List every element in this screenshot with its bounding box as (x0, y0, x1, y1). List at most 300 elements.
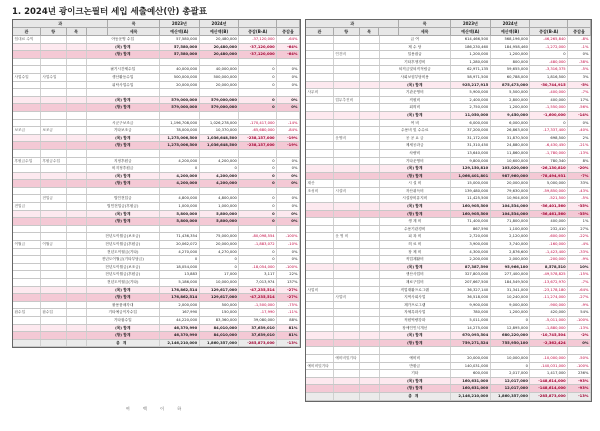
item-cell: 기타 (380, 370, 451, 377)
item-cell: 필기시간제수입 (87, 66, 160, 73)
rate-cell: 27% (568, 226, 591, 233)
budget-a-cell: 600,000 (451, 370, 491, 377)
item-cell: 의 료 비 (380, 241, 451, 248)
hang-cell: 인건비 (334, 51, 360, 58)
rate-cell: -27% (277, 294, 300, 301)
diff-cell: 0 (239, 104, 277, 111)
hang-cell (334, 173, 360, 180)
diff-cell: 1,417,000 (530, 370, 568, 377)
budget-b-cell (200, 59, 240, 66)
hang-cell (41, 173, 67, 180)
header-budget-b: 예산액(B) (200, 28, 240, 36)
rate-cell: -13% (568, 393, 591, 400)
hang-cell (334, 203, 360, 210)
page-title: 1. 2024년 광이크논필터 세입 세출예산(안) 총괄표 (12, 7, 207, 17)
budget-a-cell (160, 112, 200, 119)
item-cell: (목) 합계 (380, 264, 451, 271)
mok-cell (360, 51, 380, 58)
diff-cell: -6,430,450 (530, 142, 568, 149)
diff-cell: -148,614,000 (530, 378, 568, 385)
budget-b-cell: 1,026,278,000 (200, 120, 240, 127)
hang-cell (41, 279, 67, 286)
budget-b-cell: 24,880,000 (491, 142, 531, 149)
rate-cell: 137% (277, 279, 300, 286)
item-cell: 시 설 비 (380, 180, 451, 187)
mok-cell (67, 104, 87, 111)
hang-cell (41, 294, 67, 301)
item-cell: 기타후생경비 (380, 59, 451, 66)
diff-cell (239, 188, 277, 195)
table-row (306, 317, 591, 325)
rate-cell: 0% (568, 51, 591, 58)
mok-cell (360, 393, 380, 400)
hang-cell: 잡수입 (41, 309, 67, 316)
subtotal-row (306, 340, 591, 348)
rate-cell (277, 226, 300, 233)
header-col2: 항 (41, 28, 67, 36)
table-row (13, 195, 300, 203)
budget-b-cell: 1,000,000 (200, 203, 240, 210)
hang-cell (41, 218, 67, 225)
rate-cell: 0% (277, 82, 300, 89)
rate-cell: 88% (277, 317, 300, 324)
budget-b-cell: 79,630,000 (491, 188, 531, 195)
budget-b-cell: 20,000,000 (200, 241, 240, 248)
budget-a-cell: 2,200,000 (451, 256, 491, 263)
subtotal-row (13, 173, 300, 181)
budget-b-cell: 20,480,000 (200, 44, 240, 51)
gwan-cell (306, 309, 334, 316)
diff-cell: 0 (239, 256, 277, 263)
diff-cell: 37,639,010 (239, 332, 277, 339)
table-row (13, 150, 300, 158)
item-cell: 퇴직금및퇴직적립금 (380, 66, 451, 73)
budget-a-cell: 4,200,000 (160, 180, 200, 187)
item-cell: 시설장비유지비 (380, 195, 451, 202)
budget-b-cell: 2,000,000 (491, 256, 531, 263)
item-cell: 기타운영비 (380, 158, 451, 165)
rate-cell: -14% (277, 120, 300, 127)
gwan-cell (13, 325, 41, 332)
mok-cell (360, 173, 380, 180)
budget-a-cell: 58,971,500 (451, 74, 491, 81)
budget-b-cell: 84,010,000 (200, 325, 240, 332)
gwan-cell (13, 256, 41, 263)
item-cell: (목) 합계 (87, 44, 160, 51)
diff-cell: 7,013,974 (239, 279, 277, 286)
item-cell: 전년도이월금(기타부담금) (87, 256, 160, 263)
mok-cell (67, 74, 87, 81)
rate-cell: -2% (568, 332, 591, 339)
rate-cell: -93% (568, 378, 591, 385)
subtotal-row (13, 104, 300, 112)
rate-cell: -64% (277, 51, 300, 58)
grand-total-row (306, 393, 591, 401)
budget-a-cell: 57,580,000 (160, 44, 200, 51)
diff-cell: -3,316,375 (530, 66, 568, 73)
gwan-cell (306, 249, 334, 256)
budget-b-cell (200, 226, 240, 233)
mok-cell (360, 142, 380, 149)
diff-cell (239, 226, 277, 233)
rate-cell: 0% (568, 340, 591, 347)
gwan-cell (306, 135, 334, 142)
subtotal-row (306, 211, 591, 219)
mok-cell (360, 74, 380, 81)
header-col1: 관 (13, 28, 41, 36)
mok-cell (360, 317, 380, 324)
diff-cell: -56,461,560 (530, 211, 568, 218)
item-cell: (목) 합계 (87, 325, 160, 332)
diff-cell: -37,120,000 (239, 44, 277, 51)
mok-cell (67, 264, 87, 271)
header-hang: 목 (399, 20, 451, 28)
budget-b-cell: 95,966,100 (491, 264, 531, 271)
budget-a-cell: 1,066,401,801 (451, 173, 491, 180)
hang-cell (41, 264, 67, 271)
gwan-cell (13, 120, 41, 127)
item-cell (87, 112, 160, 119)
budget-a-cell: 6,000,000 (451, 120, 491, 127)
hang-cell (334, 287, 360, 294)
table-row (306, 188, 591, 196)
mok-cell (360, 180, 380, 187)
rate-cell: 81% (277, 332, 300, 339)
diff-cell: 5,000,000 (530, 180, 568, 187)
budget-a-cell: 71,436,354 (160, 233, 200, 240)
budget-a-cell: 20,062,072 (160, 241, 200, 248)
hang-cell (334, 36, 360, 43)
header-col2: 항 (334, 28, 360, 36)
item-cell: 기타잡수입 (87, 317, 160, 324)
gwan-cell (13, 271, 41, 278)
item-cell: 기타보조금 (87, 127, 160, 134)
mok-cell (67, 249, 87, 256)
item-cell: (목) 합계 (380, 82, 451, 89)
hang-cell: 시설비 (334, 188, 360, 195)
budget-b-cell: 4,200,000 (200, 173, 240, 180)
rate-cell: 0% (277, 173, 300, 180)
rate-cell: 54% (568, 309, 591, 316)
budget-b-cell: 20,000,000 (200, 82, 240, 89)
budget-b-cell: 755,950,100 (491, 340, 531, 347)
budget-a-cell: 129,150,810 (451, 165, 491, 172)
expenditure-rows (306, 36, 591, 401)
gwan-cell (306, 195, 334, 202)
budget-b-cell: 40,000,000 (200, 66, 240, 73)
gwan-cell (13, 104, 41, 111)
gwan-cell (306, 59, 334, 66)
diff-cell: -140,031,000 (530, 363, 568, 370)
rate-cell: -35% (568, 203, 591, 210)
mok-cell (360, 82, 380, 89)
budget-a-cell: 57,580,000 (160, 36, 200, 43)
budget-b-cell: 0 (200, 256, 240, 263)
hang-cell (334, 74, 360, 81)
budget-a-cell: 37,200,000 (451, 127, 491, 134)
hang-cell (41, 302, 67, 309)
hang-cell (41, 120, 67, 127)
budget-b-cell: 104,534,000 (491, 203, 531, 210)
header-col4: 세목 (108, 28, 160, 36)
budget-a-cell: 2,720,000 (451, 233, 491, 240)
item-cell: 생산사업비 (380, 271, 451, 278)
hang-cell (41, 180, 67, 187)
table-row (306, 89, 591, 97)
rate-cell: -5% (568, 195, 591, 202)
hang-cell: 후원금수입 (41, 158, 67, 165)
table-row (306, 363, 591, 371)
diff-cell: -56,401,560 (530, 203, 568, 210)
hang-cell (41, 340, 67, 347)
hang-cell (41, 317, 67, 324)
budget-b-cell: 5,500,000 (491, 89, 531, 96)
mok-cell (360, 264, 380, 271)
item-cell: 전년도이월금(기타) (87, 279, 160, 286)
table-row (306, 59, 591, 67)
mok-cell (67, 36, 87, 43)
mok-cell (67, 211, 87, 218)
table-row (13, 120, 300, 128)
budget-a-cell: 13,883 (160, 271, 200, 278)
rate-cell: 0% (277, 97, 300, 104)
budget-b-cell: 1,860,357,000 (491, 393, 531, 400)
gwan-cell (306, 74, 334, 81)
gwan-cell (306, 51, 334, 58)
gwan-cell (13, 294, 41, 301)
budget-a-cell: 11,425,500 (451, 195, 491, 202)
mok-cell (360, 97, 380, 104)
item-cell: 총계 (87, 340, 160, 347)
budget-a-cell: 2,146,210,000 (160, 340, 200, 347)
hang-cell (334, 309, 360, 316)
budget-a-cell: 670,093,504 (451, 332, 491, 339)
budget-b-cell: 129,617,000 (200, 294, 240, 301)
table-row (13, 264, 300, 272)
mok-cell (67, 97, 87, 104)
diff-cell: -238,157,000 (239, 135, 277, 142)
budget-a-cell: 46,370,990 (160, 332, 200, 339)
mok-cell (360, 158, 380, 165)
gwan-cell (306, 112, 334, 119)
item-cell: 차량비 (380, 150, 451, 157)
budget-b-cell: 75,000,000 (200, 233, 240, 240)
budget-a-cell: 1,275,006,500 (160, 142, 200, 149)
gwan-cell: 사무비 (306, 89, 334, 96)
rate-cell: -13% (277, 340, 300, 347)
table-row (13, 158, 300, 166)
budget-b-cell: 20,000,000 (491, 180, 531, 187)
mok-cell (67, 241, 87, 248)
item-cell: (목) 합계 (380, 332, 451, 339)
item-cell: 지정후원금 (87, 158, 160, 165)
rate-cell: 0% (277, 74, 300, 81)
rate-cell: -27% (568, 294, 591, 301)
hang-cell (334, 332, 360, 339)
item-cell: 생 계 비 (380, 218, 451, 225)
rate-cell: 2% (568, 135, 591, 142)
item-cell: 회의비 (380, 104, 451, 111)
budget-a-cell: 140,031,000 (451, 363, 491, 370)
subtotal-row (13, 218, 300, 226)
item-cell: (항) 합계 (87, 142, 160, 149)
budget-b-cell: 71,800,000 (491, 218, 531, 225)
rate-cell: -100% (568, 363, 591, 370)
item-cell: (항) 합계 (380, 173, 451, 180)
hang-cell (41, 249, 67, 256)
budget-a-cell: 40,000,000 (160, 66, 200, 73)
table-row (13, 188, 300, 196)
budget-b-cell: 579,000,000 (200, 97, 240, 104)
budget-b-cell: 1,036,648,500 (200, 135, 240, 142)
budget-a-cell: 1,200,000 (451, 51, 491, 58)
rate-cell (277, 59, 300, 66)
budget-b-cell: 184,549,500 (491, 279, 531, 286)
mok-cell (360, 59, 380, 66)
mok-cell (67, 142, 87, 149)
mok-cell (67, 59, 87, 66)
hang-cell (41, 89, 67, 96)
rate-cell: 81% (277, 325, 300, 332)
item-cell: 총계 (380, 393, 451, 400)
item-cell: 전년도이월금(후원금) (87, 241, 160, 248)
hang-cell (334, 120, 360, 127)
mok-cell (360, 127, 380, 134)
budget-summary (12, 19, 592, 424)
table-row (13, 36, 300, 44)
gwan-cell (13, 89, 41, 96)
table-row (306, 180, 591, 188)
table-row (306, 287, 591, 295)
subtotal-row (13, 44, 300, 52)
table-row (13, 203, 300, 211)
rate-cell: -93% (568, 385, 591, 392)
gwan-cell (13, 188, 41, 195)
subtotal-row (306, 82, 591, 90)
rate-cell: -38% (568, 59, 591, 66)
rate-cell: -13% (568, 325, 591, 332)
gwan-cell (306, 256, 334, 263)
header-rate: 증감율 (568, 28, 591, 36)
hang-cell (41, 332, 67, 339)
mok-cell (360, 211, 380, 218)
gwan-cell (306, 332, 334, 339)
budget-b-cell: 10,904,000 (491, 195, 531, 202)
subtotal-row (13, 97, 300, 105)
rate-cell: -19% (277, 135, 300, 142)
rate-cell: -84% (277, 127, 300, 134)
table-row (306, 271, 591, 279)
budget-a-cell: 5,800,000 (160, 218, 200, 225)
table-row (306, 66, 591, 74)
gwan-cell (306, 264, 334, 271)
rate-cell: -15% (568, 271, 591, 278)
hang-cell (41, 165, 67, 172)
hang-cell (334, 378, 360, 385)
gwan-cell (306, 226, 334, 233)
revenue-table-header (13, 20, 300, 36)
mok-cell (67, 51, 87, 58)
rate-cell: 0% (277, 158, 300, 165)
gwan-cell (306, 241, 334, 248)
hang-cell (334, 82, 360, 89)
diff-cell: 1,816,500 (530, 74, 568, 81)
table-row (306, 74, 591, 82)
gwan-cell (306, 325, 334, 332)
table-row (13, 82, 300, 90)
budget-a-cell: 160,905,500 (451, 203, 491, 210)
hang-cell (334, 256, 360, 263)
budget-b-cell: 59,655,000 (491, 66, 531, 73)
rate-cell: 0% (277, 165, 300, 172)
mok-cell (360, 355, 380, 362)
mok-cell (360, 241, 380, 248)
hang-cell (334, 340, 360, 347)
gwan-cell (306, 294, 334, 301)
budget-a-cell: 0 (160, 165, 200, 172)
mok-cell (360, 302, 380, 309)
diff-cell: -47,235,514 (239, 294, 277, 301)
item-cell: 기관운영비 (380, 89, 451, 96)
budget-a-cell: 36,518,000 (451, 294, 491, 301)
item-cell: 피 복 비 (380, 233, 451, 240)
mok-cell (67, 158, 87, 165)
diff-cell: 0 (530, 120, 568, 127)
mok-cell (67, 271, 87, 278)
mok-cell (360, 104, 380, 111)
header-rate: 증감율 (277, 28, 300, 36)
subtotal-row (13, 142, 300, 150)
budget-a-cell: 579,000,000 (160, 104, 200, 111)
hang-cell: 예비비및기타 (334, 355, 360, 362)
hang-cell (41, 97, 67, 104)
diff-cell: -59,850,000 (530, 188, 568, 195)
rate-cell: 0% (277, 180, 300, 187)
table-row (306, 249, 591, 257)
gwan-cell (306, 104, 334, 111)
budget-a-cell: 0 (160, 256, 200, 263)
diff-cell: -26,130,810 (530, 165, 568, 172)
budget-b-cell: 184,958,460 (491, 44, 531, 51)
mok-cell (67, 332, 87, 339)
item-cell: 직원비 (380, 97, 451, 104)
diff-cell: 698,500 (530, 135, 568, 142)
item-cell: (목) 합계 (87, 173, 160, 180)
hang-cell (334, 385, 360, 392)
budget-b-cell: 12,017,000 (491, 378, 531, 385)
hang-cell (334, 249, 360, 256)
mok-cell (360, 188, 380, 195)
gwan-cell (306, 385, 334, 392)
budget-b-cell: 0 (200, 165, 240, 172)
mok-cell (360, 370, 380, 377)
item-cell: 장애인인식개선 (380, 325, 451, 332)
diff-cell: -23,178,180 (530, 287, 568, 294)
rate-cell: 3% (568, 74, 591, 81)
table-row (13, 279, 300, 287)
diff-cell: 0 (239, 158, 277, 165)
gwan-cell (13, 279, 41, 286)
gwan-cell (13, 173, 41, 180)
header-budget-b: 예산액(B) (491, 28, 531, 36)
header-col3: 목 (67, 28, 87, 36)
table-row (13, 127, 300, 135)
mok-cell (67, 226, 87, 233)
budget-a-cell: 46,370,990 (160, 325, 200, 332)
rate-cell: 236% (568, 370, 591, 377)
rate-cell: -64% (277, 44, 300, 51)
budget-a-cell: 167,990 (160, 309, 200, 316)
